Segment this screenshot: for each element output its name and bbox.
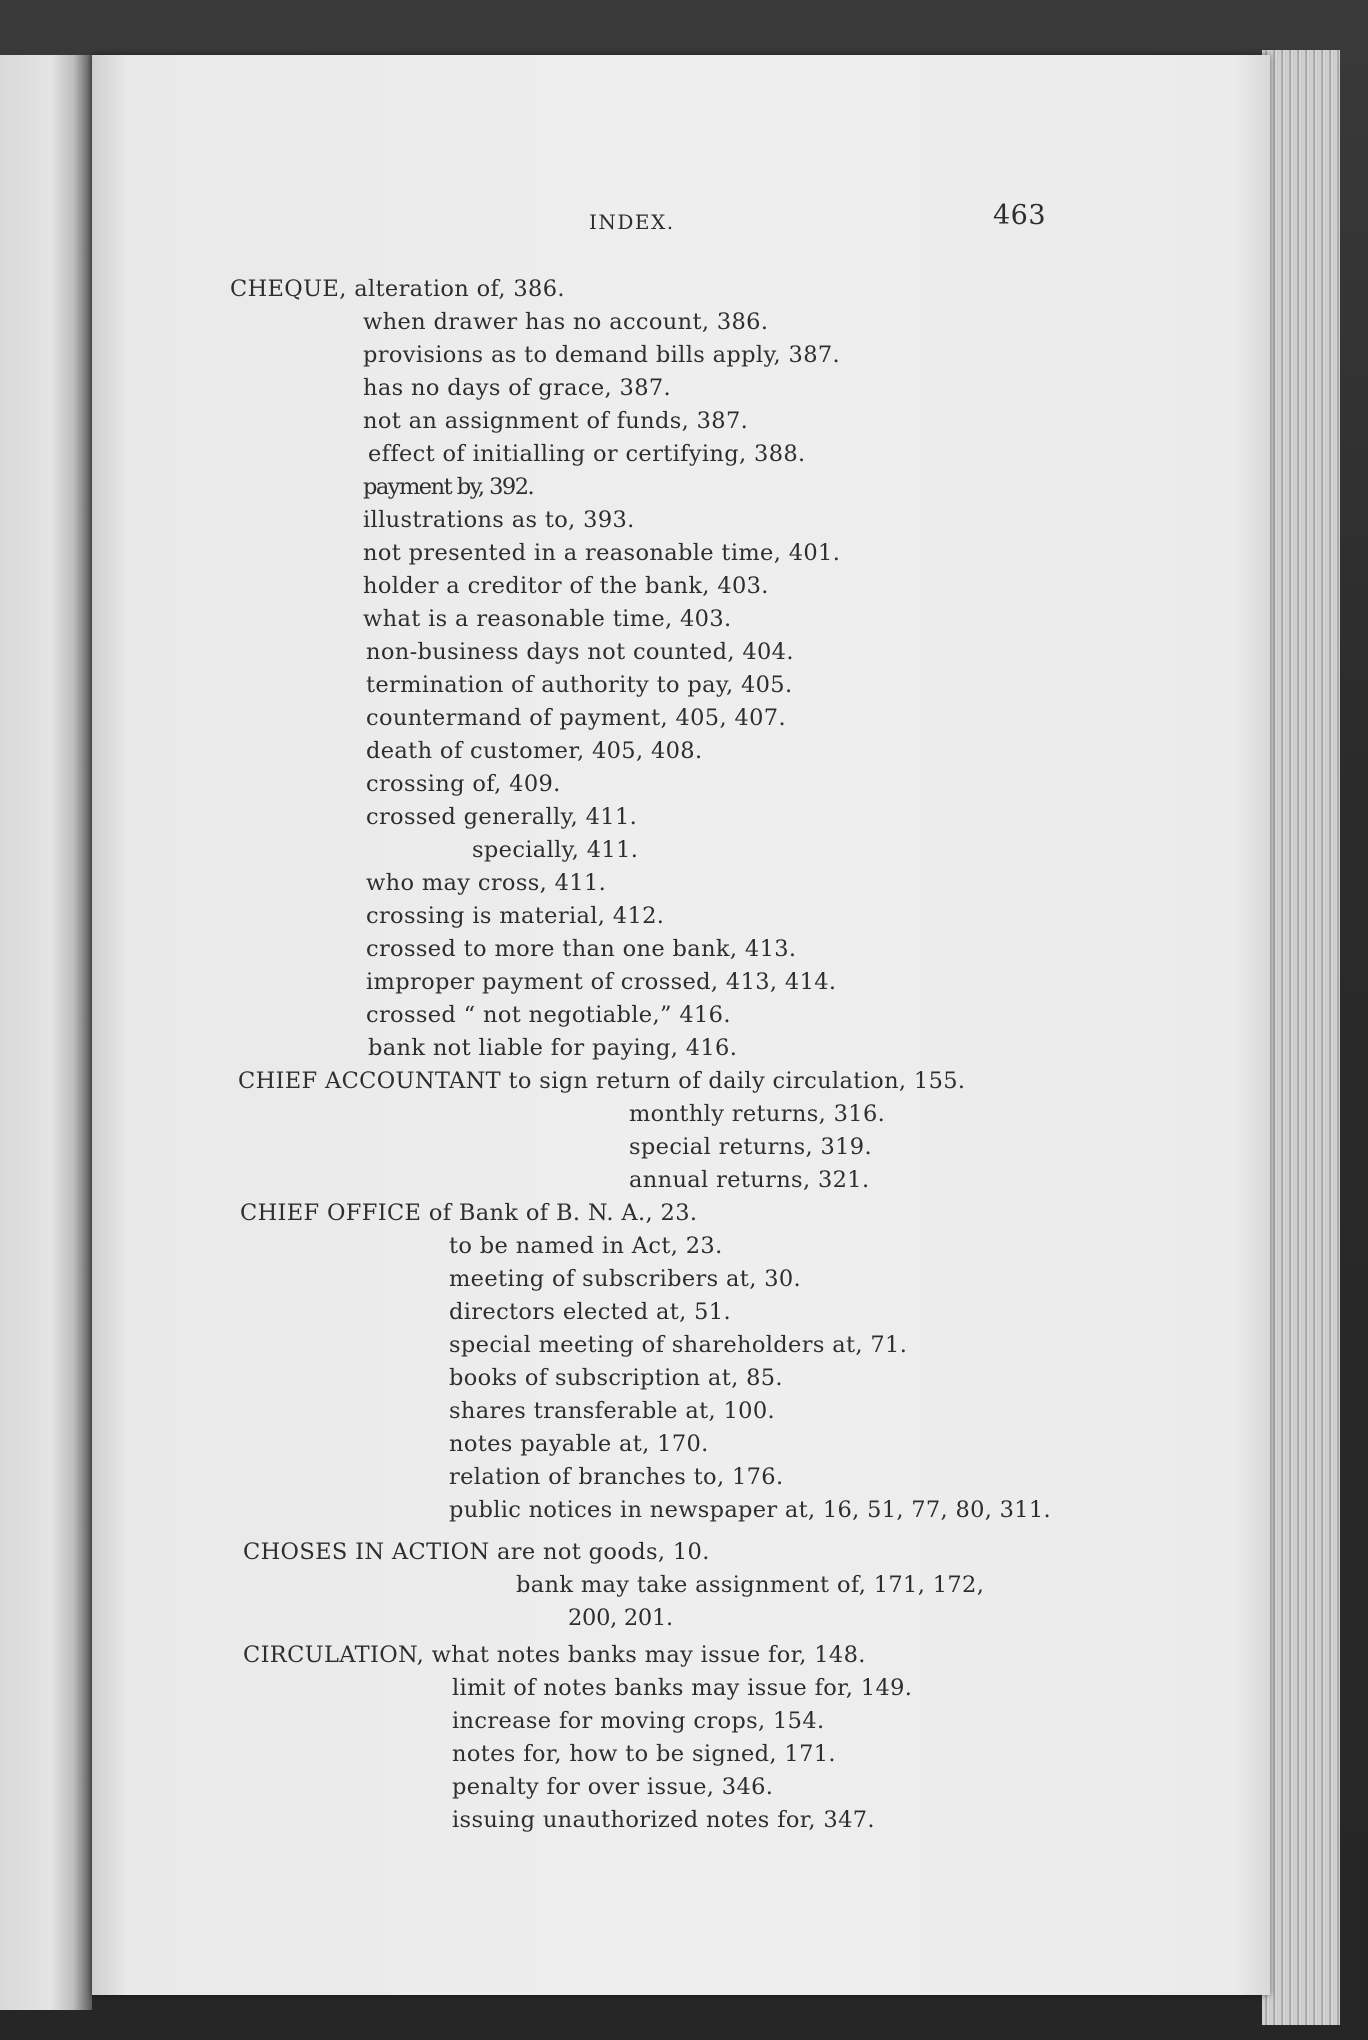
index-entry-heading-chief-office: CHIEF OFFICE of Bank of B. N. A., 23.: [240, 1200, 698, 1226]
index-subentry: bank may take assignment of, 171, 172,: [516, 1572, 985, 1598]
index-subentry: not presented in a reasonable time, 401.: [363, 540, 841, 566]
index-entry-heading-cheque: CHEQUE, alteration of, 386.: [230, 276, 565, 302]
index-subentry: payment by, 392.: [363, 474, 534, 500]
index-subentry: bank not liable for paying, 416.: [368, 1035, 738, 1061]
index-subentry: 200, 201.: [568, 1605, 673, 1631]
index-subentry: crossed “ not negotiable,” 416.: [366, 1002, 731, 1028]
index-subentry: death of customer, 405, 408.: [366, 738, 703, 764]
running-header: INDEX.: [589, 210, 675, 234]
index-subentry: notes for, how to be signed, 171.: [452, 1741, 836, 1767]
index-subentry: when drawer has no account, 386.: [363, 309, 769, 335]
index-subentry: limit of notes banks may issue for, 149.: [452, 1675, 913, 1701]
index-subentry: books of subscription at, 85.: [449, 1365, 783, 1391]
index-subentry: directors elected at, 51.: [449, 1299, 731, 1325]
index-subentry: penalty for over issue, 346.: [452, 1774, 774, 1800]
index-subentry: crossing of, 409.: [366, 771, 561, 797]
index-subentry: specially, 411.: [472, 837, 639, 863]
index-subentry: not an assignment of funds, 387.: [363, 408, 749, 434]
index-subentry: crossed generally, 411.: [366, 804, 638, 830]
index-entry-heading-chief-accountant: CHIEF ACCOUNTANT to sign return of daily circulation, 155.: [238, 1068, 966, 1094]
index-subentry: shares transferable at, 100.: [449, 1398, 776, 1424]
index-subentry: meeting of subscribers at, 30.: [449, 1266, 802, 1292]
index-subentry: crossing is material, 412.: [366, 903, 665, 929]
index-subentry: relation of branches to, 176.: [449, 1464, 784, 1490]
index-subentry: annual returns, 321.: [629, 1167, 870, 1193]
index-subentry: non-business days not counted, 404.: [366, 639, 794, 665]
index-subentry: special returns, 319.: [629, 1134, 872, 1160]
left-page-edge: [0, 55, 92, 2010]
index-subentry: countermand of payment, 405, 407.: [366, 705, 786, 731]
index-subentry: monthly returns, 316.: [629, 1101, 886, 1127]
index-subentry: illustrations as to, 393.: [363, 507, 635, 533]
index-subentry: provisions as to demand bills apply, 387.: [363, 342, 841, 368]
index-subentry: increase for moving crops, 154.: [452, 1708, 825, 1734]
index-subentry: holder a creditor of the bank, 403.: [363, 573, 769, 599]
index-subentry: has no days of grace, 387.: [363, 375, 672, 401]
index-subentry: to be named in Act, 23.: [449, 1233, 723, 1259]
index-subentry: improper payment of crossed, 413, 414.: [366, 969, 837, 995]
index-subentry: notes payable at, 170.: [449, 1431, 709, 1457]
page-number: 463: [993, 200, 1047, 231]
index-subentry: special meeting of shareholders at, 71.: [449, 1332, 908, 1358]
index-entry-heading-choses-in-action: CHOSES IN ACTION are not goods, 10.: [243, 1539, 710, 1565]
index-entry-heading-circulation: CIRCULATION, what notes banks may issue for, 148.: [243, 1642, 866, 1668]
index-subentry: issuing unauthorized notes for, 347.: [452, 1807, 875, 1833]
index-subentry: who may cross, 411.: [366, 870, 607, 896]
index-subentry: crossed to more than one bank, 413.: [366, 936, 797, 962]
index-subentry: termination of authority to pay, 405.: [366, 672, 793, 698]
index-subentry: what is a reasonable time, 403.: [363, 606, 732, 632]
index-subentry: public notices in newspaper at, 16, 51, 77, 80, 311.: [449, 1497, 1051, 1523]
page-stack-edges: [1262, 50, 1340, 2025]
index-subentry: effect of initialling or certifying, 388.: [368, 441, 806, 467]
